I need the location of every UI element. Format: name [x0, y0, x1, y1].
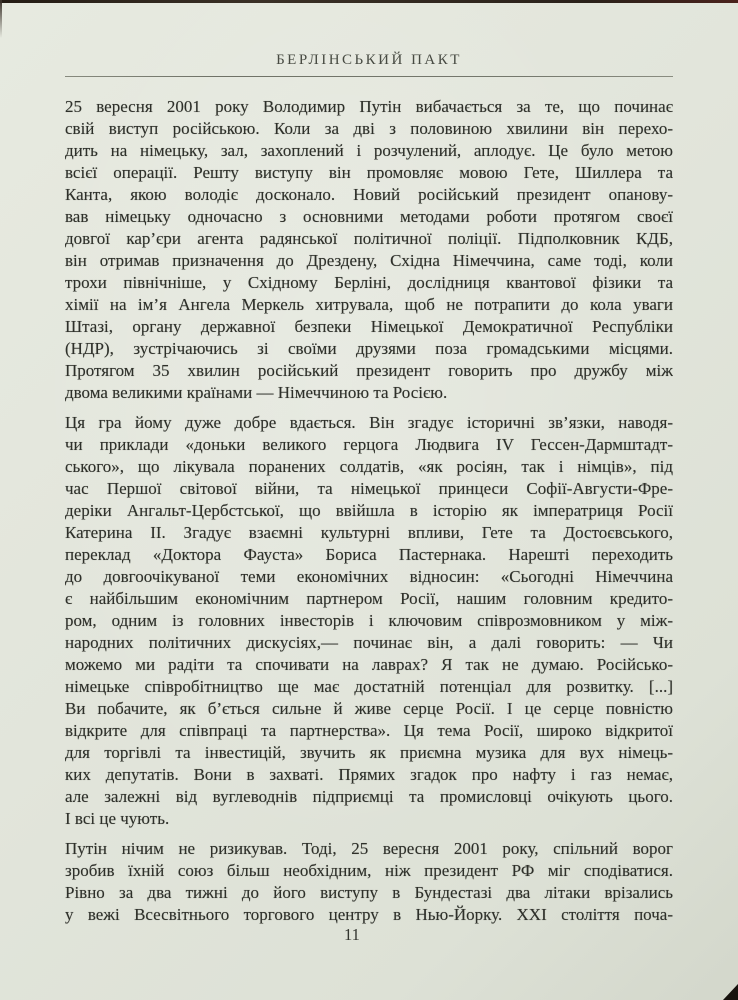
body-text [65, 96, 673, 934]
text-line: Штазі, органу державної безпеки Німецької Демократичної Республіки [65, 317, 673, 336]
text-line: у вежі Всесвітнього торгового центру в Нью-Йорку. XXI століття поча- [65, 905, 673, 924]
text-line: зробив їхній союз більш необхідним, ніж президент РФ міг сподіватися. [65, 861, 673, 880]
text-line: І всі це чують. [65, 809, 170, 828]
text-line: ром, одним із головних інвесторів і ключовим співрозмовником у між- [65, 611, 673, 630]
page-number: 11 [344, 925, 360, 944]
header-rule [65, 76, 673, 77]
text-line: всієї операції. Решту виступу він промовляє мовою Гете, Шиллера та [65, 163, 673, 182]
text-line: він отримав призначення до Дрездену, Східна Німеччина, саме тоді, коли [65, 251, 673, 270]
text-line: вав німецьку одночасно з основними методами роботи протягом своєї [65, 207, 673, 226]
text-line: Канта, якою володіє досконало. Новий російський президент опанову- [65, 185, 673, 204]
text-line: чи приклади «доньки великого герцога Людвига IV Гессен-Дармштадт- [65, 435, 673, 454]
text-line: Рівно за два тижні до його виступу в Бундестазі два літаки врізались [65, 883, 673, 902]
text-line: деріки Ангальт-Цербстської, що ввійшла в історію як імператриця Росії [65, 501, 673, 520]
text-line: Ця гра йому дуже добре вдається. Він згадує історичні зв’язки, наводя- [65, 413, 673, 432]
text-line: переклад «Доктора Фауста» Бориса Пастернака. Нарешті переходить [65, 545, 673, 564]
chapter-title: БЕРЛІНСЬКИЙ ПАКТ [276, 52, 462, 68]
paragraph [65, 96, 673, 404]
text-line: Ви побачите, як б’ється сильне й живе серце Росії. І це серце повністю [65, 699, 673, 718]
text-line: 25 вересня 2001 року Володимир Путін вибачається за те, що починає [65, 97, 673, 116]
photo-corner-shadow [723, 984, 738, 1000]
paragraph [65, 412, 673, 830]
text-line: є найбільшим економічним партнером Росії, нашим головним кредито- [65, 589, 673, 608]
text-line: ких депутатів. Вони в захваті. Прямих згадок про нафту і газ немає, [65, 765, 673, 784]
text-line: (НДР), зустрічаючись зі своїми друзями поза громадськими місцями. [65, 339, 673, 358]
text-line: довгої кар’єри агента радянської політичної поліції. Підполковник КДБ, [65, 229, 673, 248]
text-line: до довгоочікуваної теми економічних відносин: «Сьогодні Німеччина [65, 567, 673, 586]
text-line: ського», що лікувала поранених солдатів, «як росіян, так і німців», під [65, 457, 673, 476]
paragraph [65, 838, 673, 926]
text-line: відкрите для співпраці та партнерства». Ця тема Росії, широко відкритої [65, 721, 673, 740]
text-line: Протягом 35 хвилин російський президент говорить про дружбу між [65, 361, 673, 380]
text-line: для торгівлі та інвестицій, звучить як приємна музика для вух німець- [65, 743, 673, 762]
text-line: але залежні від вуглеводнів підприємці та промисловці очікують цього. [65, 787, 673, 806]
photo-left-edge [0, 0, 2, 38]
text-line: німецьке співробітництво ще має достатній потенціал для розвитку. [...] [65, 677, 673, 696]
text-line: дить на німецьку, зал, захоплений і розчулений, аплодує. Це було метою [65, 141, 673, 160]
text-line: хімії на ім’я Ангела Меркель хитрувала, щоб не потрапити до кола уваги [65, 295, 673, 314]
text-line: свій виступ російською. Коли за дві з половиною хвилини він перехо- [65, 119, 673, 138]
text-line: Путін нічим не ризикував. Тоді, 25 вересня 2001 року, спільний ворог [65, 839, 673, 858]
text-line: можемо ми радіти та спочивати на лаврах? Я так не думаю. Російсько- [65, 655, 673, 674]
text-line: народних політичних дискусіях,— починає він, а далі говорить: — Чи [65, 633, 673, 652]
text-line: час Першої світової війни, та німецької принцеси Софії-Августи-Фре- [65, 479, 673, 498]
text-line: двома великими країнами — Німеччиною та Росією. [65, 383, 448, 402]
text-line: трохи північніше, у Східному Берліні, дослідниця квантової фізики та [65, 273, 673, 292]
text-line: Катерина II. Згадує взаємні культурні впливи, Гете та Достоєвського, [65, 523, 673, 542]
page [65, 0, 673, 1000]
